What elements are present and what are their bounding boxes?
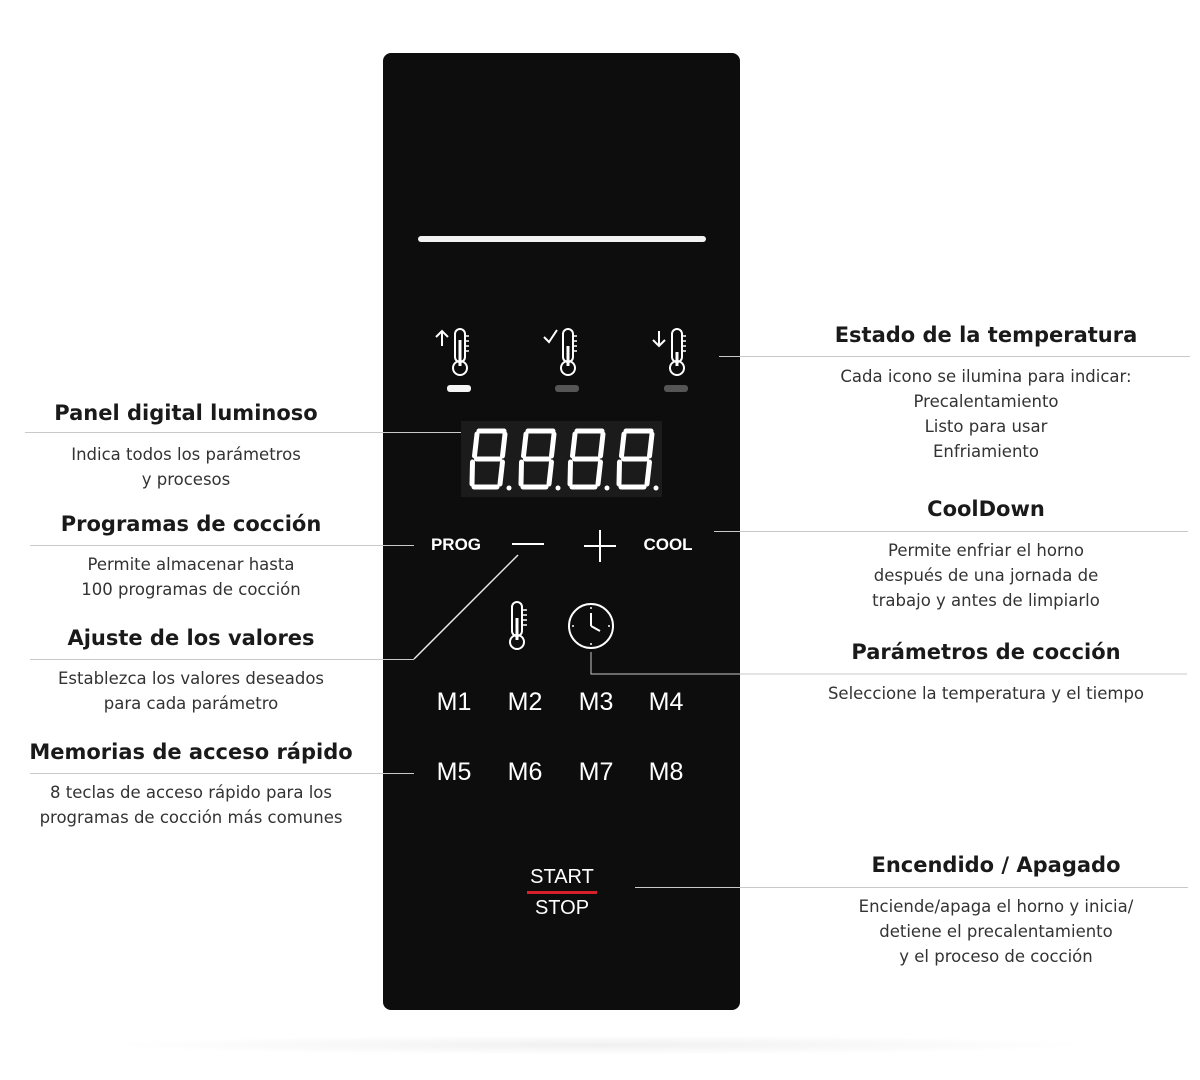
callout-title-estado: Estado de la temperatura	[834, 323, 1138, 347]
digit-2-segment-f	[524, 434, 527, 456]
callout-title-encendido: Encendido / Apagado	[871, 853, 1121, 877]
led-preheat	[447, 385, 471, 392]
thermometer-up-icon	[432, 326, 472, 378]
seven-segment-digits	[461, 421, 662, 497]
leader-line-encendido	[635, 887, 1188, 888]
digit-2-decimal-point	[556, 486, 561, 491]
callout-title-parametros: Parámetros de cocción	[851, 640, 1121, 664]
callout-desc-estado: Cada icono se ilumina para indicar: Precalentamiento Listo para usar Enfriamiento	[840, 367, 1132, 461]
digit-2-segment-b	[552, 434, 555, 456]
digit-2-segment-e	[521, 462, 522, 484]
callout-title-programas: Programas de cocción	[60, 512, 322, 536]
digit-1-segment-b	[503, 434, 506, 456]
digit-3-segment-f	[573, 434, 576, 456]
leader-line-cooldown	[714, 531, 1188, 532]
memory-button-m6[interactable]: M6	[507, 758, 543, 786]
digit-4-segment-c	[647, 462, 650, 484]
callout-desc-encendido: Enciende/apaga el horno y inicia/ detiene el precalentamiento y el proceso de cocción	[858, 897, 1134, 966]
leader-line-ajuste-diagonal	[412, 552, 522, 662]
minus-button[interactable]	[510, 534, 546, 554]
digit-1-segment-e	[472, 462, 473, 484]
start-label: START	[530, 866, 594, 888]
thermometer-check-icon	[540, 326, 580, 378]
digit-3-segment-c	[598, 462, 601, 484]
plus-button[interactable]	[582, 528, 618, 564]
memory-button-m4[interactable]: M4	[648, 688, 684, 716]
callout-desc-parametros: Seleccione la temperatura y el tiempo	[827, 684, 1145, 703]
light-bar	[418, 236, 706, 242]
clock-button-icon[interactable]	[566, 601, 616, 651]
memory-button-m5[interactable]: M5	[436, 758, 472, 786]
callout-title-memorias: Memorias de acceso rápido	[29, 740, 353, 764]
callout-desc-programas: Permite almacenar hasta 100 programas de cocción	[81, 555, 301, 599]
callout-desc-memorias: 8 teclas de acceso rápido para los programas de cocción más comunes	[39, 783, 343, 827]
digital-display	[461, 421, 662, 497]
callout-title-panel-digital: Panel digital luminoso	[54, 401, 318, 425]
start-stop-button[interactable]	[515, 863, 609, 922]
memory-button-m7[interactable]: M7	[578, 758, 614, 786]
memory-button-m2[interactable]: M2	[507, 688, 543, 716]
digit-4-segment-b	[650, 434, 653, 456]
leader-line-ajuste	[30, 659, 414, 660]
callout-desc-cooldown: Permite enfriar el horno después de una jornada de trabajo y antes de limpiarlo	[872, 541, 1100, 610]
callout-title-cooldown: CoolDown	[927, 497, 1045, 521]
leader-line-panel-digital	[25, 432, 461, 433]
memory-button-m1[interactable]: M1	[436, 688, 472, 716]
leader-line-programas	[30, 545, 414, 546]
digit-4-decimal-point	[654, 486, 659, 491]
callout-title-ajuste: Ajuste de los valores	[67, 626, 315, 650]
leader-line-estado	[719, 356, 1190, 357]
callout-desc-panel-digital: Indica todos los parámetros y procesos	[71, 445, 301, 489]
thermometer-down-icon	[649, 326, 689, 378]
memory-button-m3[interactable]: M3	[578, 688, 614, 716]
led-ready	[555, 385, 579, 392]
digit-3-segment-e	[570, 462, 571, 484]
prog-button[interactable]: PROG	[430, 535, 482, 554]
digit-3-decimal-point	[605, 486, 610, 491]
digit-4-segment-f	[622, 434, 625, 456]
digit-3-segment-b	[601, 434, 604, 456]
stop-label: STOP	[534, 897, 590, 919]
digit-2-segment-c	[549, 462, 552, 484]
callout-desc-ajuste: Establezca los valores deseados para cada parámetro	[57, 669, 325, 713]
memory-button-m8[interactable]: M8	[648, 758, 684, 786]
cool-button[interactable]: COOL	[643, 535, 693, 554]
leader-line-memorias	[30, 773, 414, 774]
digit-4-segment-e	[619, 462, 620, 484]
panel-shadow	[100, 1035, 1100, 1055]
digit-1-segment-f	[475, 434, 478, 456]
digit-1-segment-c	[500, 462, 503, 484]
led-cooling	[664, 385, 688, 392]
digit-1-decimal-point	[507, 486, 512, 491]
